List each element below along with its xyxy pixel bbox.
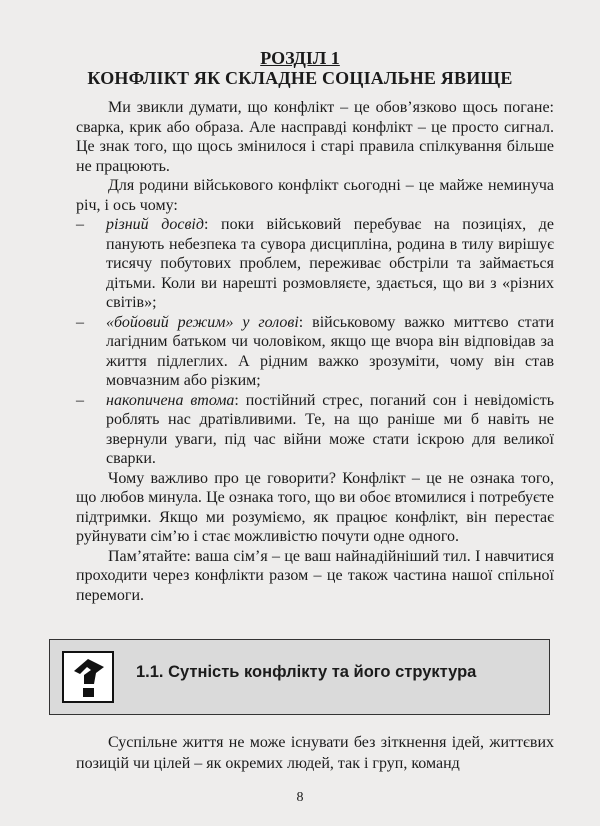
list-item-term: «бойовий режим» у голові [106, 313, 299, 331]
list-item-text [106, 391, 554, 469]
list-item [76, 313, 554, 391]
paragraph-why-important: Чому важливо про це говорити? Конфлікт – це не ознака того, що любов минула. Це ознака того, що ви обоє втомилися і потребуєте підтримки. Якщо ми розуміємо, як працює конфлікт, він перестає руйнувати сім’ю і стає можливістю почути одне одного. [76, 469, 554, 545]
list-item-term: різний досвід [106, 216, 204, 233]
chapter-number: РОЗДІЛ 1 [260, 48, 340, 68]
list-item-term: накопичена втома [106, 391, 235, 409]
list-item-description: : військовому важко миттєво стати лагідним батьком чи чоловіком, якщо ще вчора він відповідав за життя підлеглих. А рідним важко зрозуміти, чому він став мовчазним або різким; [106, 313, 555, 389]
section-title: 1.1. Сутність конфлікту та його структура [136, 663, 477, 681]
list-item [76, 391, 554, 469]
list-dash: – [76, 216, 84, 233]
question-mark-icon [62, 651, 114, 703]
page-number: 8 [296, 790, 304, 805]
list-dash: – [76, 313, 84, 331]
paragraph-intro: Ми звикли думати, що конфлікт – це обов’язково щось погане: сварка, крик або образа. Але насправді конфлікт – це просто сигнал. Це знак того, що щось змінилося і старі правила спілкування більше не працюють. [76, 99, 554, 175]
paragraph-military-family: Для родини військового конфлікт сьогодні – це майже неминуча річ, і ось чому: [76, 177, 554, 214]
list-item-text [106, 215, 554, 313]
list-item [76, 215, 554, 313]
chapter-title: КОНФЛІКТ ЯК СКЛАДНЕ СОЦІАЛЬНЕ ЯВИЩЕ [87, 68, 513, 88]
list-dash: – [76, 391, 84, 409]
chapter-body [76, 98, 554, 605]
list-item-description: : поки військовий перебуває на позиціях, де панують небезпека та сувора дисципліна, родина в тилу вирішує тисячу побутових проблем, переживає обстріли та займається дітьми. Коли ви нарешті розмовляєте, здається, що ви з «різних світів»; [106, 216, 554, 311]
paragraph-social-life: Суспільне життя не може існувати без зіткнення ідей, життєвих позицій чи цілей – як окремих людей, так і груп, команд [76, 734, 554, 772]
paragraph-remember: Пам’ятайте: ваша сім’я – це ваш найнадійніший тил. І навчитися проходити через конфлікти разом – це також частина нашої спільної перемоги. [76, 547, 554, 604]
list-item-text [106, 313, 554, 391]
section-heading-box [49, 639, 550, 715]
list-item-description: : постійний стрес, поганий сон і невідомість роблять нас дратівливими. Те, на що раніше ми б навіть не звернули уваги, під час війни може стати іскрою для великої сварки. [106, 391, 554, 467]
section-body [76, 732, 554, 774]
